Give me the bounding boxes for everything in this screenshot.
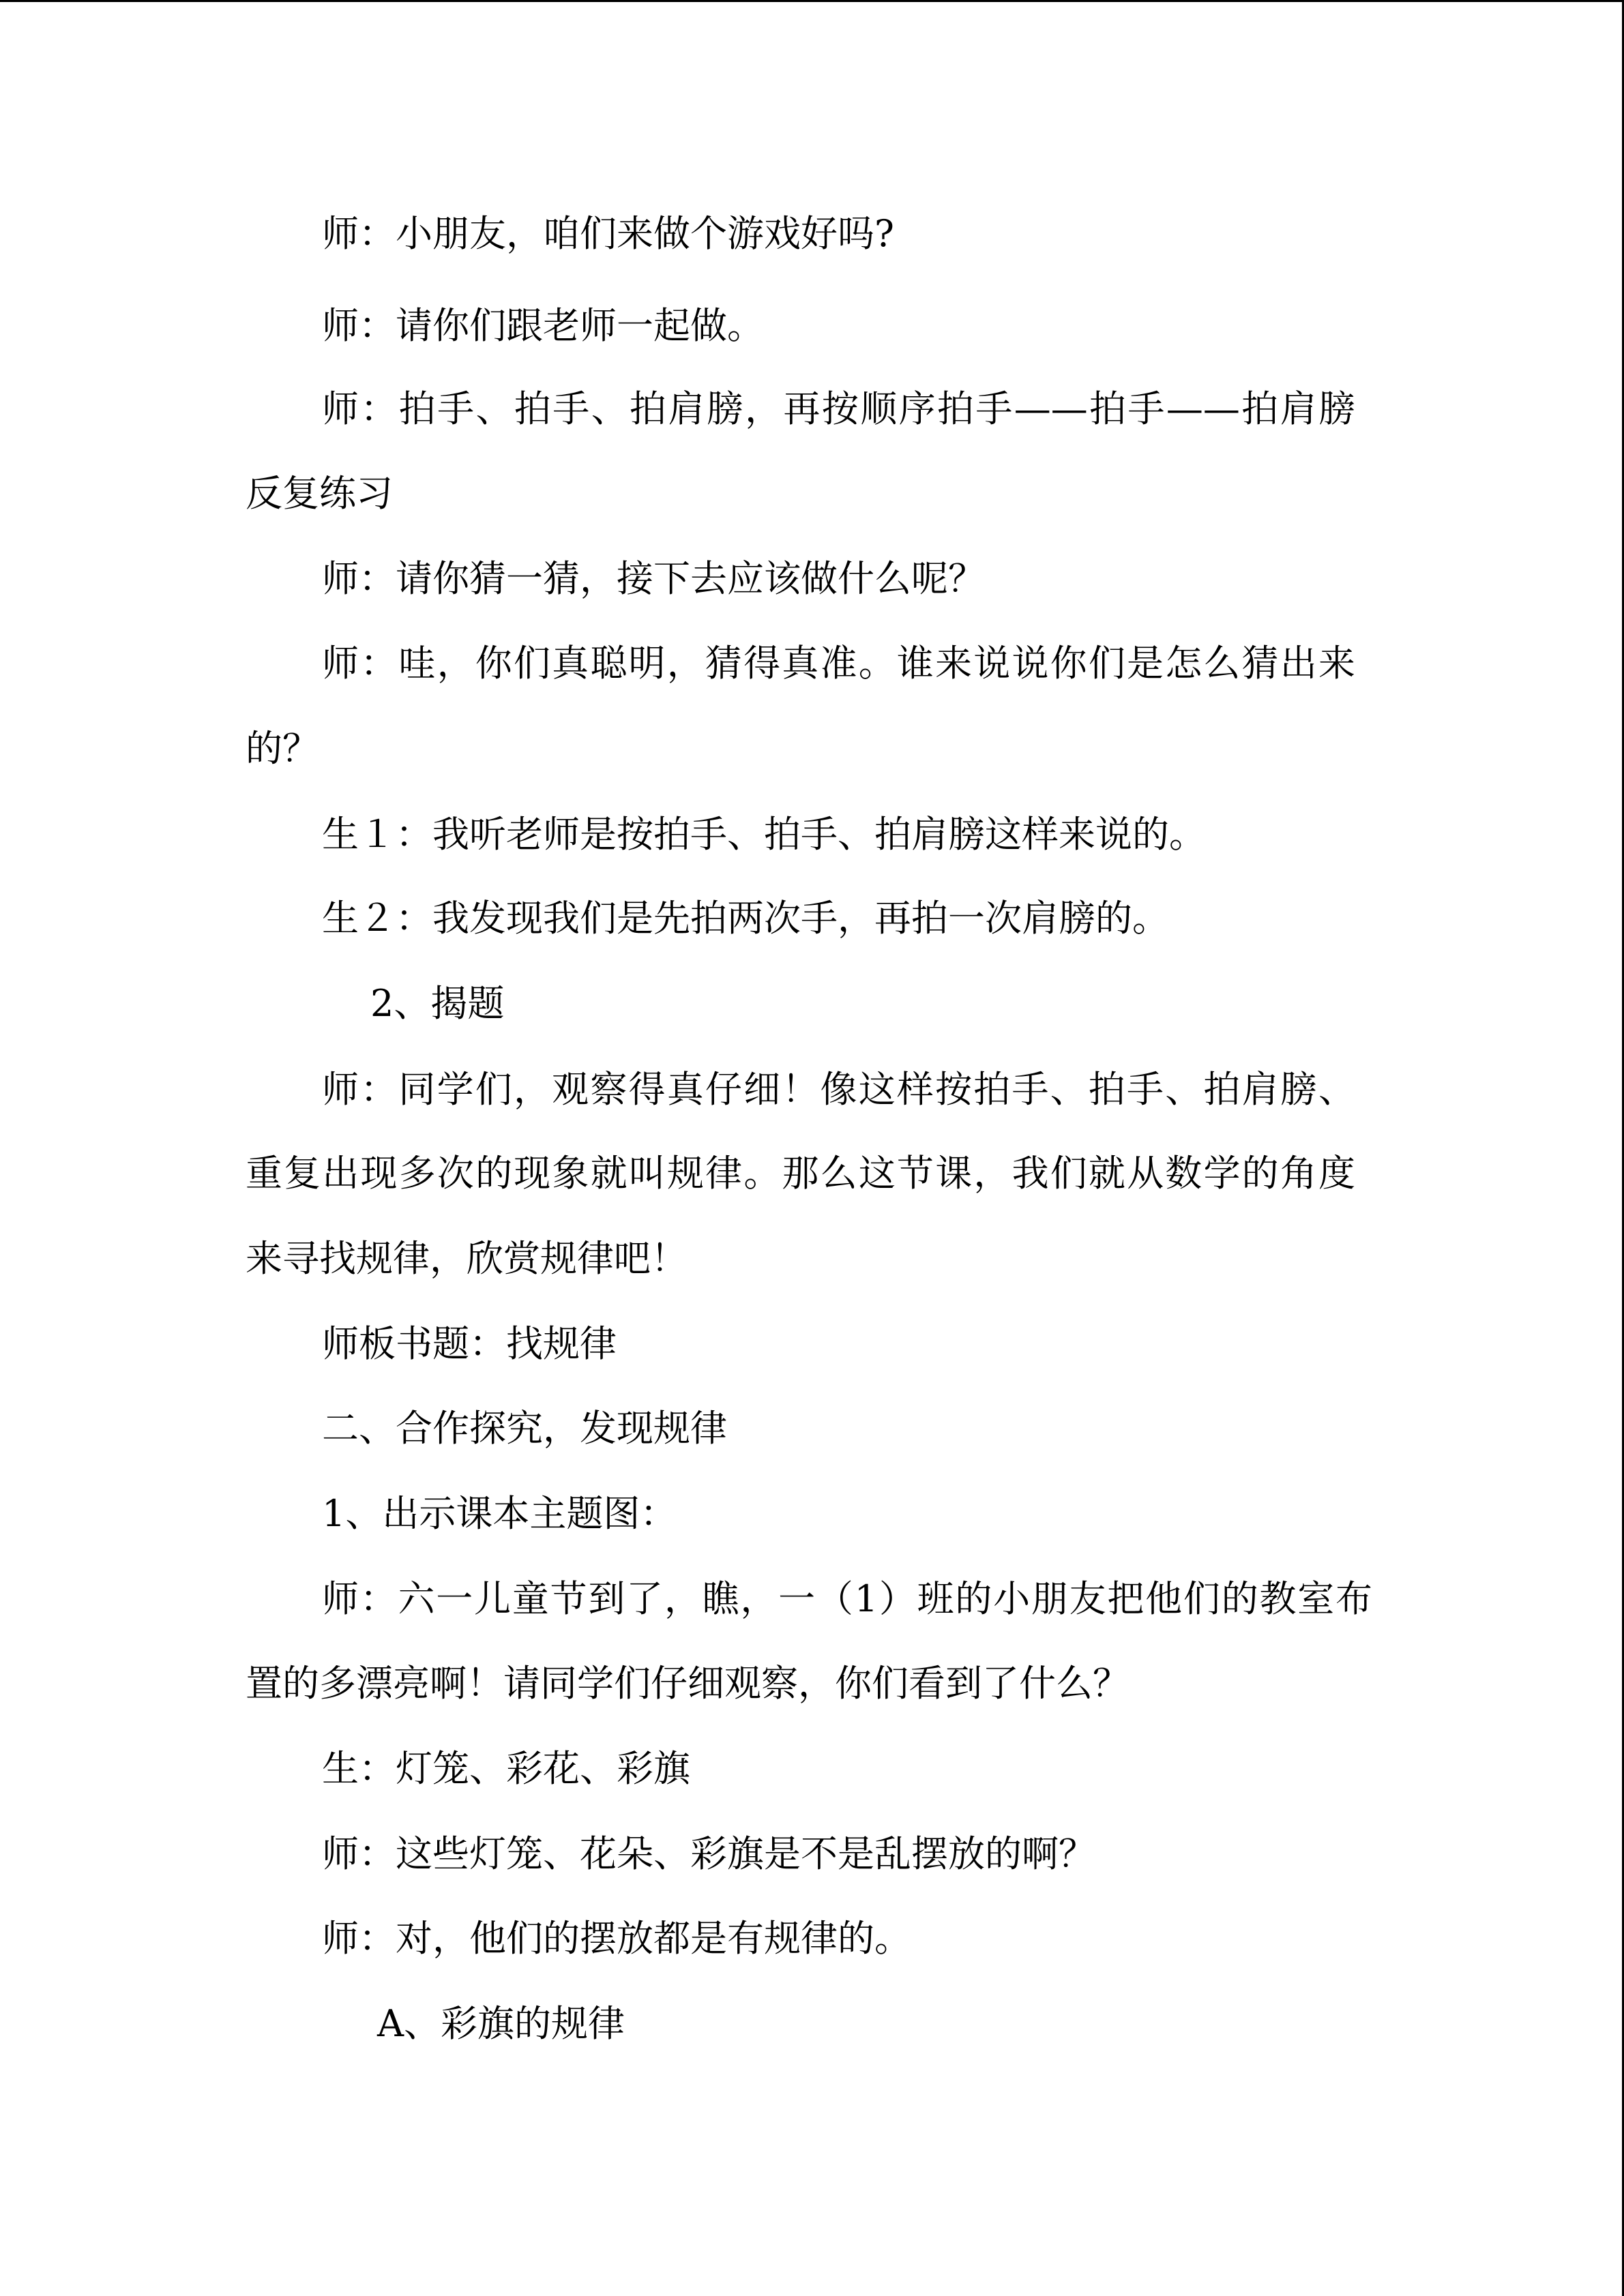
paragraph-line: 师：哇，你们真聪明，猜得真准。谁来说说你们是怎么猜出来 [322, 642, 1355, 685]
page-top-border [0, 0, 1624, 2]
paragraph-line: 重复出现多次的现象就叫规律。那么这节课，我们就从数学的角度 [246, 1152, 1355, 1195]
paragraph-line: 反复练习 [246, 472, 393, 515]
paragraph-line: 师：同学们，观察得真仔细！像这样按拍手、拍手、拍肩膀、 [322, 1068, 1355, 1111]
section-heading: 1、出示课本主题图： [322, 1492, 677, 1535]
paragraph-line: 师板书题：找规律 [322, 1322, 617, 1365]
paragraph-line: 师：对，他们的摆放都是有规律的。 [322, 1917, 911, 1960]
paragraph-line: 的？ [246, 727, 319, 770]
paragraph-line: 置的多漂亮啊！请同学们仔细观察，你们看到了什么？ [246, 1662, 1130, 1705]
paragraph-line: 生：灯笼、彩花、彩旗 [322, 1747, 690, 1790]
section-heading: A、彩旗的规律 [377, 2002, 625, 2045]
paragraph-line: 师：这些灯笼、花朵、彩旗是不是乱摆放的啊？ [322, 1832, 1095, 1875]
paragraph-line: 生１：我听老师是按拍手、拍手、拍肩膀这样来说的。 [322, 813, 1206, 856]
paragraph-line: 师：请你们跟老师一起做。 [322, 304, 764, 347]
paragraph-line: 来寻找规律，欣赏规律吧！ [246, 1237, 688, 1280]
paragraph-line: 师：拍手、拍手、拍肩膀，再按顺序拍手——拍手——拍肩膀 [322, 387, 1355, 430]
paragraph-line: 生２：我发现我们是先拍两次手，再拍一次肩膀的。 [322, 897, 1169, 940]
section-heading: 二、合作探究，发现规律 [322, 1407, 727, 1450]
paragraph-line: 师：请你猜一猜，接下去应该做什么呢？ [322, 557, 985, 600]
paragraph-line: 师：小朋友，咱们来做个游戏好吗? [322, 212, 894, 255]
section-heading: 2、揭题 [370, 982, 505, 1025]
paragraph-line: 师：六一儿童节到了，瞧，一（1）班的小朋友把他们的教室布 [322, 1577, 1372, 1620]
